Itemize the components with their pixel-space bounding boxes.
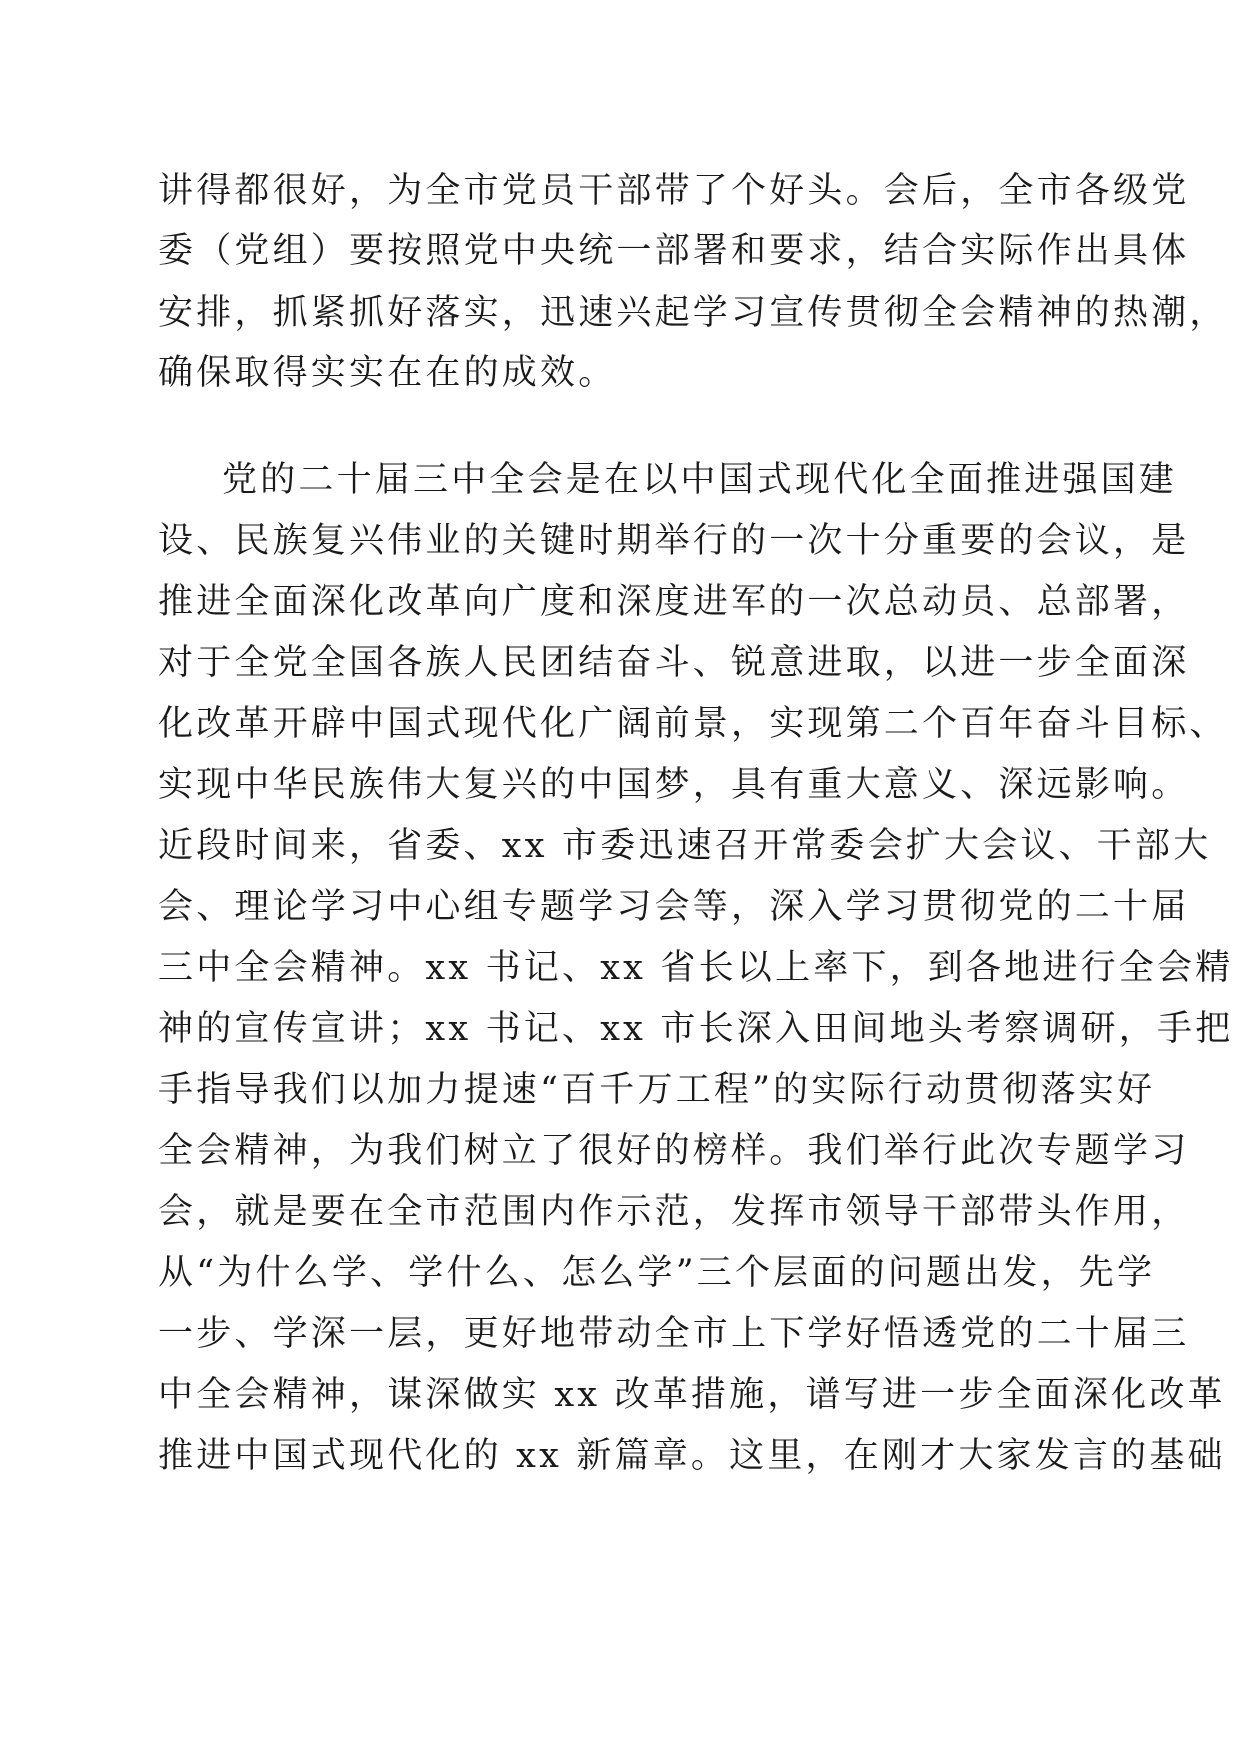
paragraph-2-line-9: 三中全会精神。xx 书记、xx 省长以上率下，到各地进行全会精 bbox=[158, 948, 1234, 988]
paragraph-2-line-11: 手指导我们以加力提速“百千万工程”的实际行动贯彻落实好 bbox=[158, 1070, 1156, 1110]
paragraph-2-line-1: 党的二十届三中全会是在以中国式现代化全面推进强国建 bbox=[222, 460, 1178, 500]
paragraph-2-line-14: 从“为什么学、学什么、怎么学”三个层面的问题出发，先学 bbox=[158, 1253, 1156, 1293]
paragraph-2-line-10: 神的宣传宣讲；xx 书记、xx 市长深入田间地头考察调研，手把 bbox=[158, 1009, 1234, 1049]
paragraph-2-line-5: 化改革开辟中国式现代化广阔前景，实现第二个百年奋斗目标、 bbox=[158, 704, 1228, 744]
paragraph-2-line-6: 实现中华民族伟大复兴的中国梦，具有重大意义、深远影响。 bbox=[158, 765, 1190, 805]
paragraph-2-line-13: 会，就是要在全市范围内作示范，发挥市领导干部带头作用， bbox=[158, 1192, 1190, 1232]
paragraph-1-line-2: 委（党组）要按照党中央统一部署和要求，结合实际作出具体 bbox=[158, 231, 1190, 271]
paragraph-2-line-17: 推进中国式现代化的 xx 新篇章。这里，在刚才大家发言的基础 bbox=[158, 1436, 1226, 1476]
paragraph-2-line-3: 推进全面深化改革向广度和深度进军的一次总动员、总部署， bbox=[158, 582, 1190, 622]
paragraph-1-line-1: 讲得都很好，为全市党员干部带了个好头。会后，全市各级党 bbox=[158, 171, 1190, 211]
paragraph-2-line-4: 对于全党全国各族人民团结奋斗、锐意进取，以进一步全面深 bbox=[158, 643, 1190, 683]
paragraph-2-line-2: 设、民族复兴伟业的关键时期举行的一次十分重要的会议，是 bbox=[158, 521, 1190, 561]
paragraph-2-line-8: 会、理论学习中心组专题学习会等，深入学习贯彻党的二十届 bbox=[158, 887, 1190, 927]
paragraph-2-line-15: 一步、学深一层，更好地带动全市上下学好悟透党的二十届三 bbox=[158, 1314, 1190, 1354]
paragraph-1-line-4: 确保取得实实在在的成效。 bbox=[158, 353, 617, 393]
paragraph-2-line-7: 近段时间来，省委、xx 市委迅速召开常委会扩大会议、干部大 bbox=[158, 826, 1212, 866]
paragraph-2-line-16: 中全会精神，谋深做实 xx 改革措施，谱写进一步全面深化改革 bbox=[158, 1375, 1226, 1415]
paragraph-2-line-12: 全会精神，为我们树立了很好的榜样。我们举行此次专题学习 bbox=[158, 1131, 1190, 1171]
paragraph-1-line-3: 安排，抓紧抓好落实，迅速兴起学习宣传贯彻全会精神的热潮， bbox=[158, 293, 1228, 333]
